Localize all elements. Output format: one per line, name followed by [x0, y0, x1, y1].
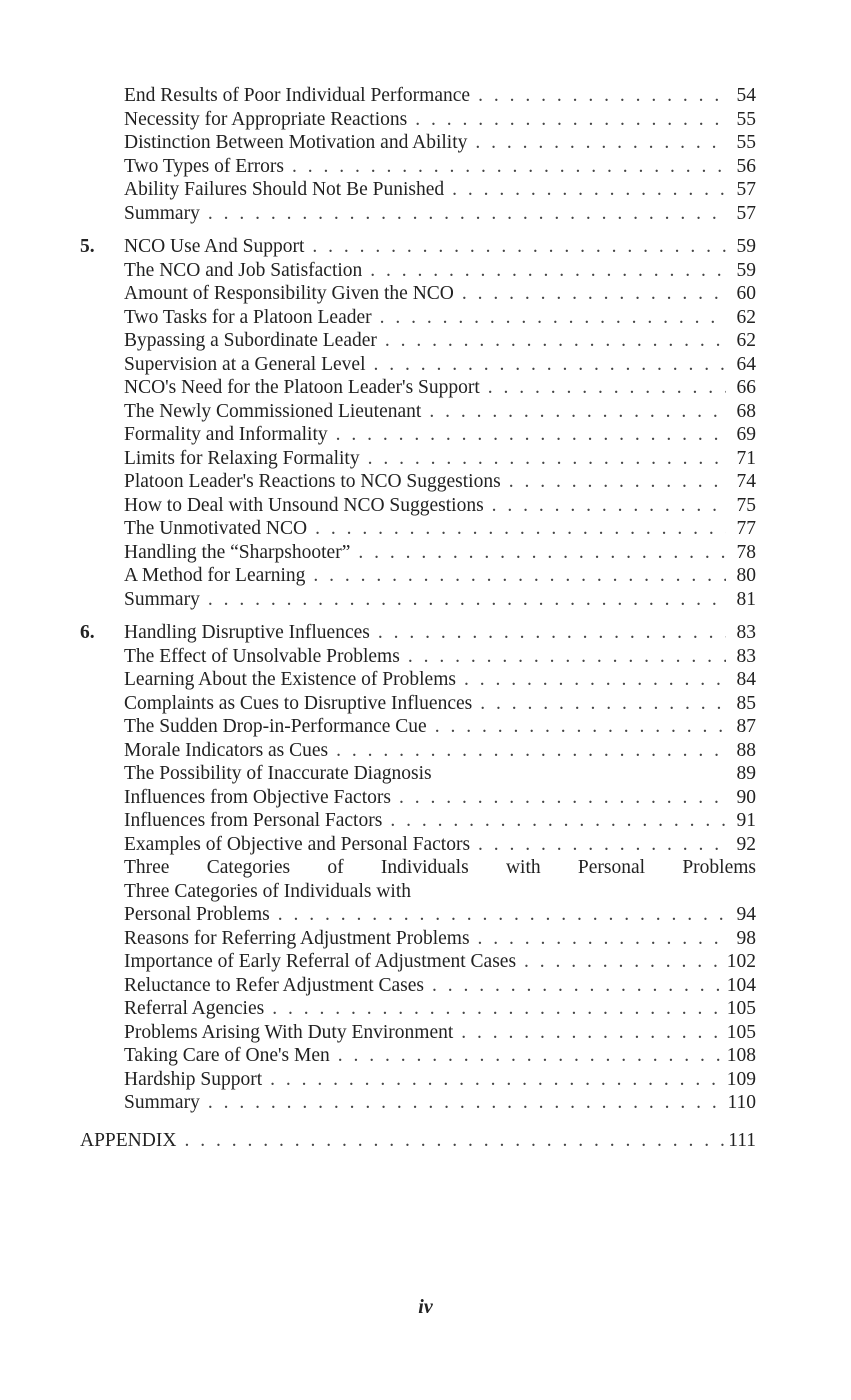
page-number: 85 — [736, 692, 756, 714]
toc-entry: Influences from Personal Factors . . . 91 — [80, 809, 756, 833]
chapter-4-tail — [80, 84, 756, 225]
toc-entry: Taking Care of One's Men . . . 108 — [80, 1044, 756, 1068]
toc-wrapped-line: Three Categories of Individuals with — [124, 880, 412, 902]
toc-entry: Formality and Informality . . . 69 — [80, 423, 756, 447]
page-number: 94 — [736, 904, 756, 925]
toc-entry: NCO's Need for the Platoon Leader's Support . . . 66 — [80, 376, 756, 400]
toc-entry: Morale Indicators as Cues . . . 88 — [80, 739, 756, 763]
page-number: 109 — [726, 1068, 756, 1090]
toc-entry: Summary . . . 81 — [80, 588, 756, 612]
page-number: 83 — [736, 622, 756, 643]
toc-entry: Ability Failures Should Not Be Punished . . . 57 — [80, 178, 756, 202]
toc-entry: How to Deal with Unsound NCO Suggestions . . . 75 — [80, 494, 756, 518]
toc-entry: Examples of Objective and Personal Factors . . . 92 — [80, 833, 756, 857]
page-number: 55 — [736, 132, 756, 153]
page-number: 90 — [736, 786, 756, 808]
toc-entry: Complaints as Cues to Disruptive Influences . . . 85 — [80, 692, 756, 716]
page-number: 62 — [736, 330, 756, 351]
toc-entry: Influences from Objective Factors . . . 90 — [80, 786, 756, 810]
page-number: 91 — [736, 810, 756, 831]
toc-entry: Limits for Relaxing Formality . . . 71 — [80, 447, 756, 471]
page-number: 111 — [728, 1130, 756, 1151]
toc-entry: Supervision at a General Level . . . 64 — [80, 353, 756, 377]
page-number: 60 — [736, 283, 756, 304]
page-number: 57 — [736, 179, 756, 200]
page-number: 80 — [736, 565, 756, 586]
toc-entry: A Method for Learning . . . 80 — [80, 564, 756, 588]
chapter-number: 5. — [80, 236, 95, 257]
page-number: 69 — [736, 424, 756, 445]
toc-entry: Referral Agencies . . . 105 — [80, 997, 756, 1021]
toc-entry: The Unmotivated NCO . . . 77 — [80, 517, 756, 541]
chapter-heading: 6. Handling Disruptive Influences . . . 83 — [80, 621, 756, 645]
toc-entry: Summary . . . 110 — [80, 1091, 756, 1115]
toc-entry: Two Tasks for a Platoon Leader . . . 62 — [80, 306, 756, 330]
page-number: 59 — [736, 259, 756, 281]
toc-entry: Importance of Early Referral of Adjustment Cases . . . 102 — [80, 950, 756, 974]
page-footer-number: iv — [418, 1296, 433, 1318]
page-number: 105 — [726, 998, 756, 1019]
page-number: 77 — [736, 518, 756, 539]
toc-entry: Hardship Support . . . 109 — [80, 1068, 756, 1092]
chapter-heading: 5. NCO Use And Support . . . 59 — [80, 235, 756, 259]
page-number: 89 — [736, 763, 756, 784]
page-number: 102 — [726, 951, 756, 972]
toc-entry: The Sudden Drop-in-Performance Cue . . . 87 — [80, 715, 756, 739]
toc-entry: Platoon Leader's Reactions to NCO Suggestions . . . 74 — [80, 470, 756, 494]
page-number: 88 — [736, 739, 756, 761]
page-number: 87 — [736, 716, 756, 737]
page-number: 92 — [736, 833, 756, 855]
toc-entry: Reluctance to Refer Adjustment Cases . . . 104 — [80, 974, 756, 998]
page-number: 64 — [736, 353, 756, 375]
page-number: 54 — [736, 85, 756, 106]
chapter-5 — [80, 235, 756, 611]
toc-entry: The Effect of Unsolvable Problems . . . 83 — [80, 645, 756, 669]
toc-entry: Handling the “Sharpshooter” . . . 78 — [80, 541, 756, 565]
page-number: 110 — [727, 1092, 756, 1113]
page-number: 74 — [736, 471, 756, 492]
page-number: 56 — [736, 155, 756, 177]
toc-entry: Amount of Responsibility Given the NCO . . . 60 — [80, 282, 756, 306]
page-number: 75 — [736, 494, 756, 516]
toc-entry: Two Types of Errors . . . 56 — [80, 155, 756, 179]
page-number: 84 — [736, 669, 756, 690]
page-number: 104 — [726, 974, 756, 996]
toc-entry: Summary . . . 57 — [80, 202, 756, 226]
page-number: 81 — [736, 588, 756, 610]
page-number: 57 — [736, 202, 756, 224]
toc-entry: Personal Problems . . . 94 — [80, 903, 756, 927]
toc-entry: The Newly Commissioned Lieutenant . . . 68 — [80, 400, 756, 424]
page-number: 66 — [736, 377, 756, 398]
toc-entry: Bypassing a Subordinate Leader . . . 62 — [80, 329, 756, 353]
page-number: 105 — [726, 1021, 756, 1043]
table-of-contents — [80, 84, 756, 1125]
toc-entry: The Possibility of Inaccurate Diagnosis 89 — [124, 763, 756, 784]
appendix-entry — [80, 1128, 756, 1154]
page-number: 83 — [736, 645, 756, 667]
toc-entry: Problems Arising With Duty Environment . . . 105 — [80, 1021, 756, 1045]
page-number: 59 — [736, 236, 756, 257]
page-number: 55 — [736, 108, 756, 130]
page-number: 98 — [736, 927, 756, 949]
page-number: 68 — [736, 400, 756, 422]
toc-entry: The NCO and Job Satisfaction . . . 59 — [80, 259, 756, 283]
page-number: 62 — [736, 306, 756, 328]
chapter-6 — [80, 621, 756, 1115]
toc-run-on-line: Three Categories of Individuals with Personal Problems — [124, 857, 756, 878]
toc-entry: Distinction Between Motivation and Ability . . . 55 — [80, 131, 756, 155]
toc-entry: Necessity for Appropriate Reactions . . . 55 — [80, 108, 756, 132]
chapter-number: 6. — [80, 622, 95, 643]
page-number: 108 — [726, 1045, 756, 1066]
toc-entry: End Results of Poor Individual Performance . . . 54 — [80, 84, 756, 108]
toc-entry: Learning About the Existence of Problems . . . 84 — [80, 668, 756, 692]
page-number: 71 — [736, 447, 756, 469]
toc-entry: APPENDIX . . . 111 — [80, 1128, 756, 1154]
toc-entry: Reasons for Referring Adjustment Problems . . . 98 — [80, 927, 756, 951]
page-number: 78 — [736, 541, 756, 563]
